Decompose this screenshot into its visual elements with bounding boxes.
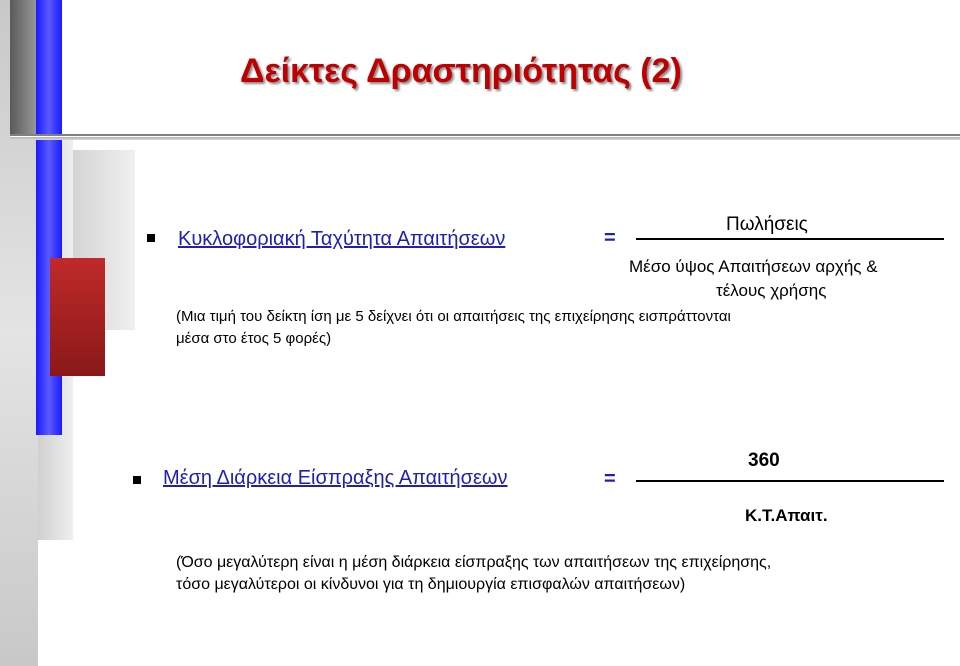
title-divider bbox=[10, 134, 960, 140]
receivables-turnover-equals: = bbox=[604, 227, 616, 249]
collection-period-equals: = bbox=[604, 468, 616, 490]
bullet-receivables-turnover bbox=[147, 234, 155, 242]
bullet-collection-period bbox=[133, 476, 141, 484]
decor-bar-red bbox=[50, 258, 105, 376]
slide-title: Δείκτες Δραστηριότητας (2) bbox=[240, 52, 682, 90]
receivables-turnover-label: Κυκλοφοριακή Ταχύτητα Απαιτήσεων bbox=[178, 228, 506, 250]
receivables-turnover-note-2: μέσα στο έτος 5 φορές) bbox=[176, 330, 332, 347]
receivables-turnover-note-1: (Μια τιμή του δείκτη ίση με 5 δείχνει ότι οι απαιτήσεις της επιχείρησης εισπράττονται bbox=[176, 308, 731, 325]
collection-period-label: Μέση Διάρκεια Είσπραξης Απαιτήσεων bbox=[163, 467, 508, 489]
receivables-turnover-denominator-2: τέλους χρήσης bbox=[716, 281, 827, 300]
collection-period-denominator: Κ.Τ.Απαιτ. bbox=[745, 506, 828, 525]
collection-period-note-1: (Όσο μεγαλύτερη είναι η μέση διάρκεια είσπραξης των απαιτήσεων της επιχείρησης, bbox=[176, 554, 772, 571]
receivables-turnover-denominator-1: Μέσο ύψος Απαιτήσεων αρχής & bbox=[629, 257, 878, 276]
collection-period-numerator: 360 bbox=[748, 450, 780, 471]
collection-period-fraction-line bbox=[636, 480, 944, 482]
collection-period-note-2: τόσο μεγαλύτεροι οι κίνδυνοι για τη δημιουργία επισφαλών απαιτήσεων) bbox=[176, 576, 686, 593]
receivables-turnover-fraction-line bbox=[636, 238, 944, 240]
receivables-turnover-numerator: Πωλήσεις bbox=[726, 214, 808, 235]
